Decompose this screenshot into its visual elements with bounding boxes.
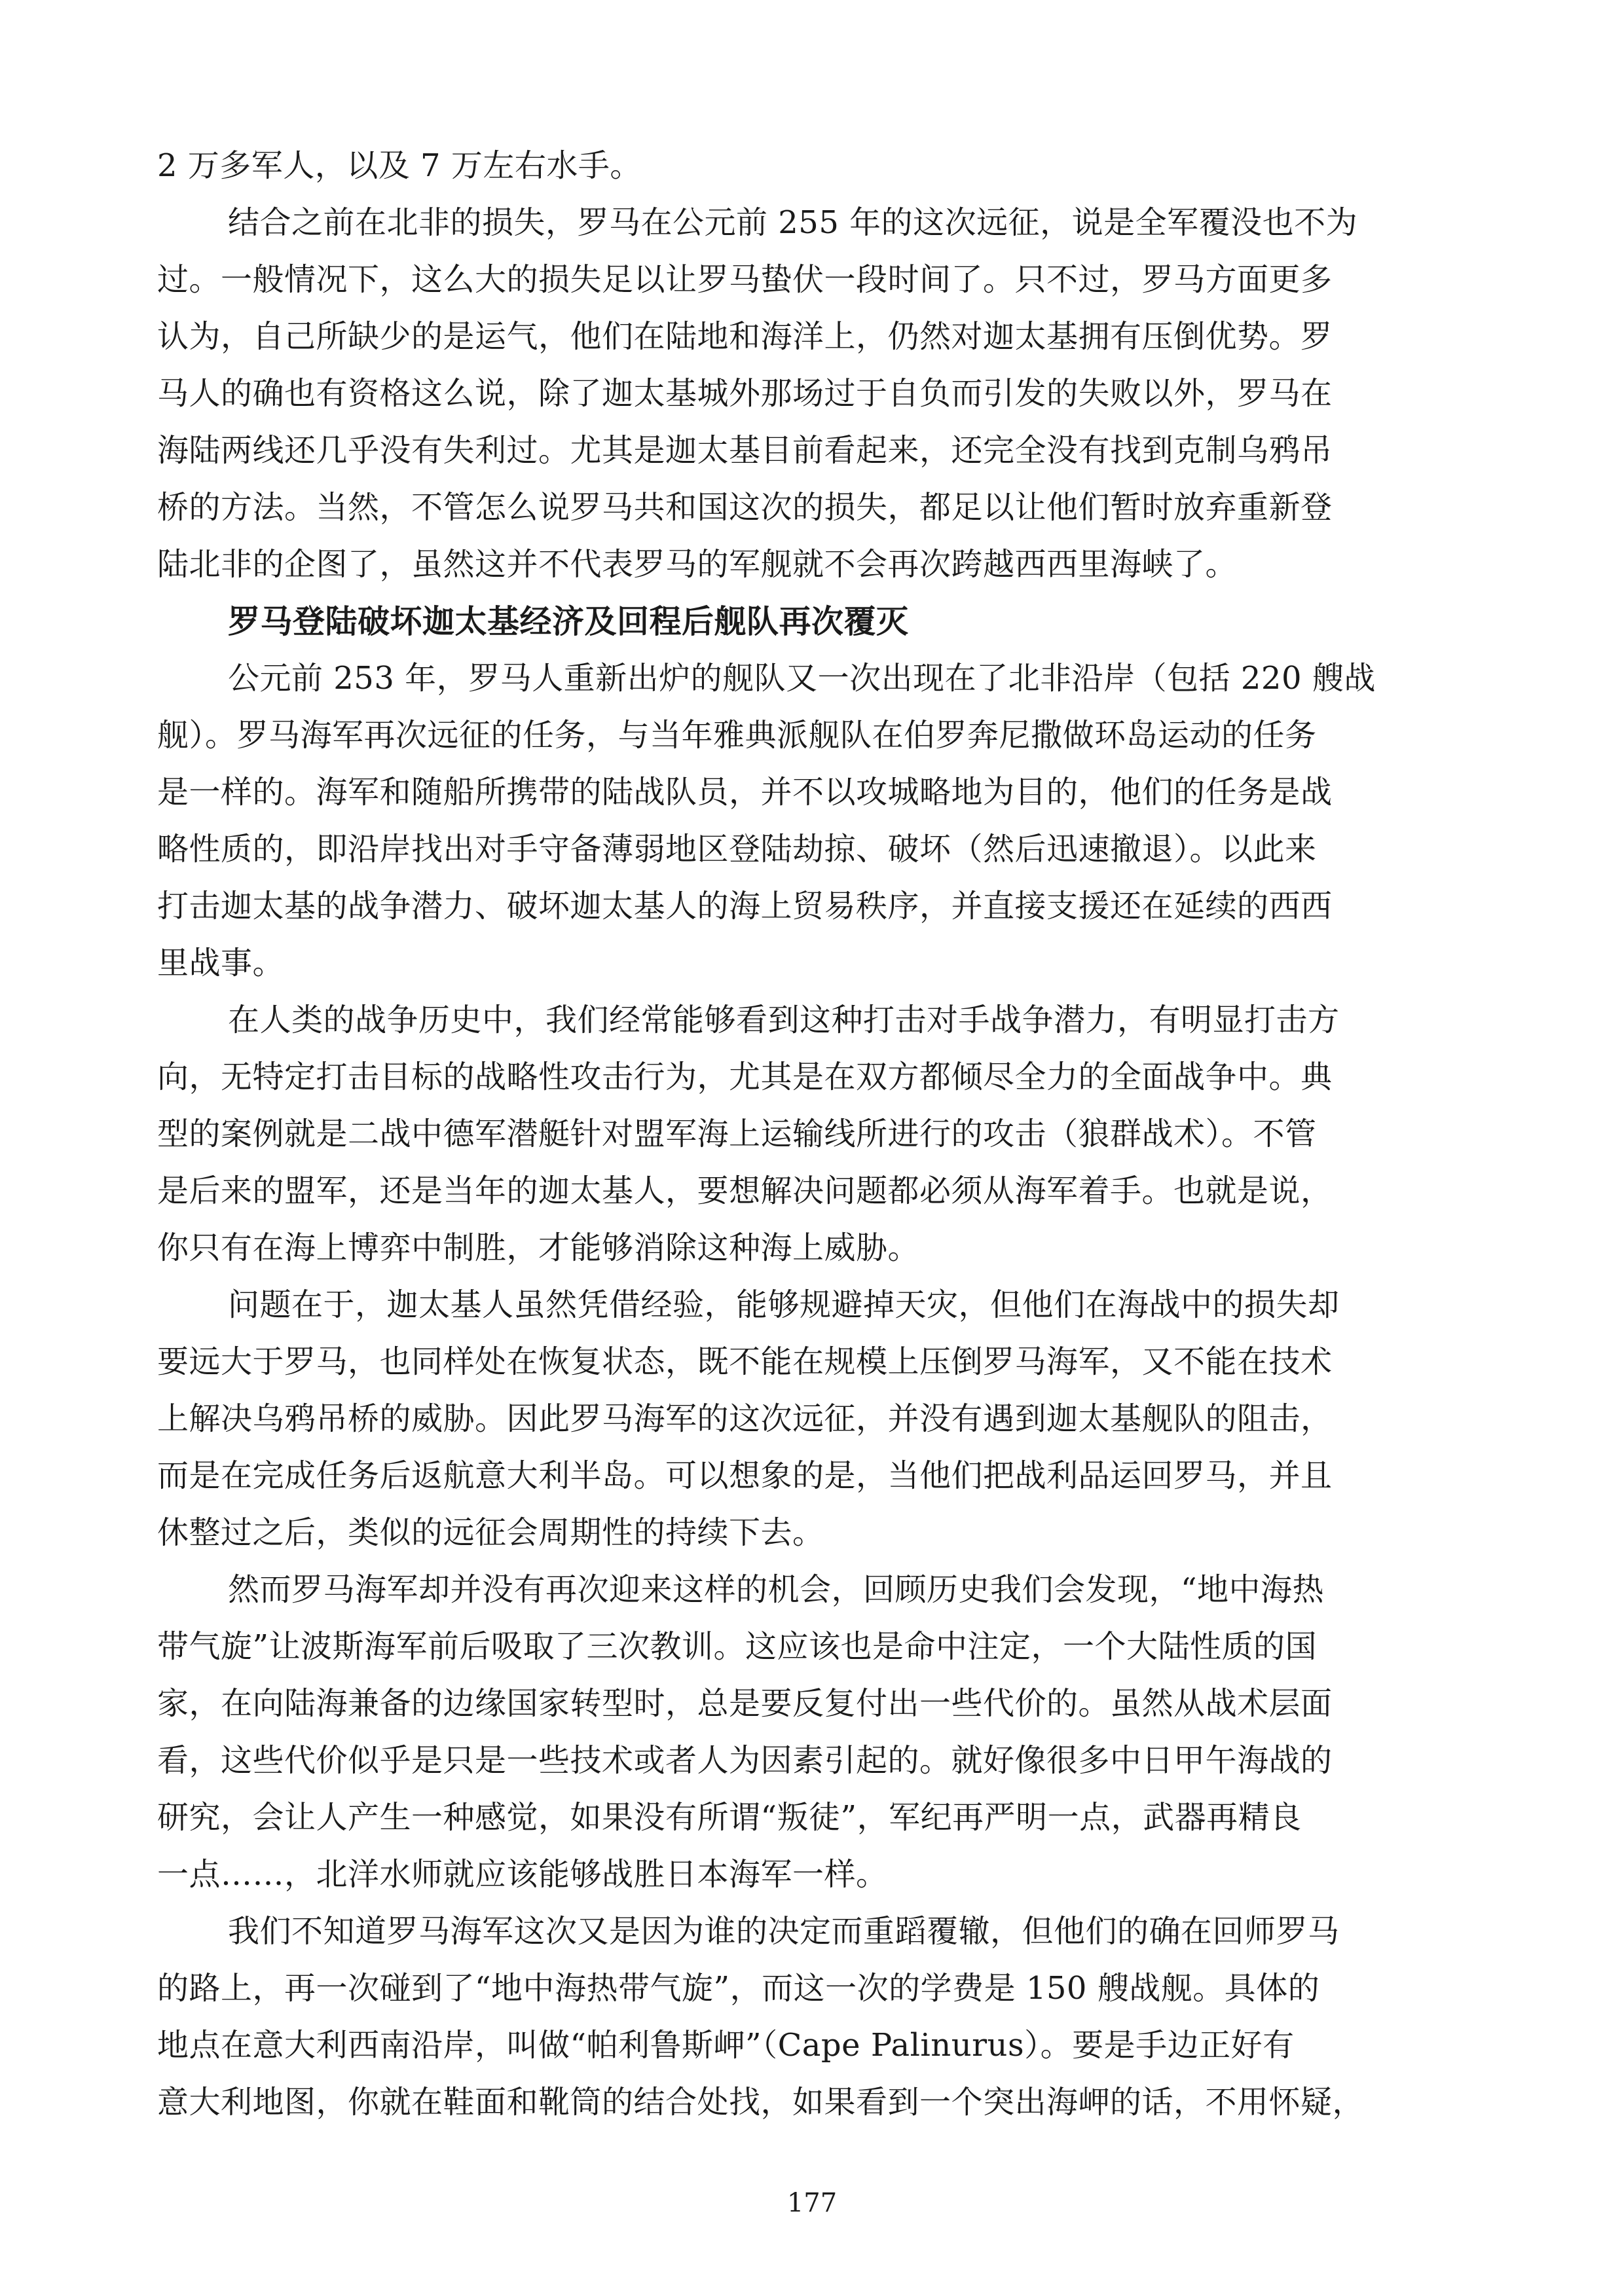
text-line: 过。一般情况下，这么大的损失足以让罗马蛰伏一段时间了。只不过，罗马方面更多	[157, 261, 1333, 298]
text-line: 带气旋”让波斯海军前后吸取了三次教训。这应该也是命中注定，一个大陆性质的国	[157, 1628, 1318, 1665]
text-line: 你只有在海上博弈中制胜，才能够消除这种海上威胁。	[157, 1230, 920, 1266]
text-line: 马人的确也有资格这么说，除了迦太基城外那场过于自负而引发的失败以外，罗马在	[157, 375, 1333, 412]
text-line: 打击迦太基的战争潜力、破坏迦太基人的海上贸易秩序，并直接支援还在延续的西西	[157, 888, 1333, 924]
text-line: 认为，自己所缺少的是运气，他们在陆地和海洋上，仍然对迦太基拥有压倒优势。罗	[157, 318, 1333, 355]
text-line: 里战事。	[157, 945, 285, 981]
paragraph-start-line: 公元前 253 年，罗马人重新出炉的舰队又一次出现在了北非沿岸（包括 220 艘战	[228, 660, 1376, 697]
text-line: 家，在向陆海兼备的边缘国家转型时，总是要反复付出一些代价的。虽然从战术层面	[157, 1685, 1333, 1722]
text-line: 一点……，北洋水师就应该能够战胜日本海军一样。	[157, 1856, 888, 1893]
paragraph-start-line: 结合之前在北非的损失，罗马在公元前 255 年的这次远征，说是全军覆没也不为	[228, 204, 1358, 241]
text-line: 地点在意大利西南沿岸，叫做“帕利鲁斯岬”（Cape Palinurus）。要是手边正好有	[157, 2027, 1295, 2064]
text-line: 海陆两线还几乎没有失利过。尤其是迦太基目前看起来，还完全没有找到克制乌鸦吊	[157, 432, 1333, 469]
text-line: 要远大于罗马，也同样处在恢复状态，既不能在规模上压倒罗马海军，又不能在技术	[157, 1343, 1333, 1380]
text-line: 型的案例就是二战中德军潜艇针对盟军海上运输线所进行的攻击（狼群战术）。不管	[157, 1116, 1317, 1152]
text-line: 研究，会让人产生一种感觉，如果没有所谓“叛徒”，军纪再严明一点，武器再精良	[157, 1799, 1302, 1836]
paragraph-start-line: 问题在于，迦太基人虽然凭借经验，能够规避掉天灾，但他们在海战中的损失却	[228, 1286, 1340, 1323]
text-line: 上解决乌鸦吊桥的威胁。因此罗马海军的这次远征，并没有遇到迦太基舰队的阻击，	[157, 1400, 1333, 1437]
text-line: 而是在完成任务后返航意大利半岛。可以想象的是，当他们把战利品运回罗马，并且	[157, 1457, 1333, 1494]
text-line: 2 万多军人，以及 7 万左右水手。	[157, 147, 642, 184]
paragraph-start-line: 我们不知道罗马海军这次又是因为谁的决定而重蹈覆辙，但他们的确在回师罗马	[228, 1913, 1340, 1950]
text-line: 意大利地图，你就在鞋面和靴筒的结合处找，如果看到一个突出海岬的话，不用怀疑，	[157, 2084, 1365, 2121]
text-line: 舰）。罗马海军再次远征的任务，与当年雅典派舰队在伯罗奔尼撒做环岛运动的任务	[157, 717, 1317, 754]
text-line: 略性质的，即沿岸找出对手守备薄弱地区登陆劫掠、破坏（然后迅速撤退）。以此来	[157, 831, 1317, 867]
paragraph-start-line: 在人类的战争历史中，我们经常能够看到这种打击对手战争潜力，有明显打击方	[228, 1002, 1340, 1038]
text-line: 桥的方法。当然，不管怎么说罗马共和国这次的损失，都足以让他们暂时放弃重新登	[157, 489, 1333, 526]
text-line: 是一样的。海军和随船所携带的陆战队员，并不以攻城略地为目的，他们的任务是战	[157, 774, 1333, 811]
text-line: 的路上，再一次碰到了“地中海热带气旋”，而这一次的学费是 150 艘战舰。具体的	[157, 1970, 1320, 2007]
section-heading: 罗马登陆破坏迦太基经济及回程后舰队再次覆灭	[228, 603, 909, 640]
text-line: 陆北非的企图了，虽然这并不代表罗马的军舰就不会再次跨越西西里海峡了。	[157, 546, 1238, 583]
document-body	[157, 137, 1467, 2131]
paragraph-start-line: 然而罗马海军却并没有再次迎来这样的机会，回顾历史我们会发现，“地中海热	[228, 1571, 1325, 1608]
text-line: 向，无特定打击目标的战略性攻击行为，尤其是在双方都倾尽全力的全面战争中。典	[157, 1059, 1333, 1095]
text-line: 看，这些代价似乎是只是一些技术或者人为因素引起的。就好像很多中日甲午海战的	[157, 1742, 1333, 1779]
page-number: 177	[786, 2188, 838, 2218]
text-line: 休整过之后，类似的远征会周期性的持续下去。	[157, 1514, 824, 1551]
text-line: 是后来的盟军，还是当年的迦太基人，要想解决问题都必须从海军着手。也就是说，	[157, 1173, 1333, 1209]
